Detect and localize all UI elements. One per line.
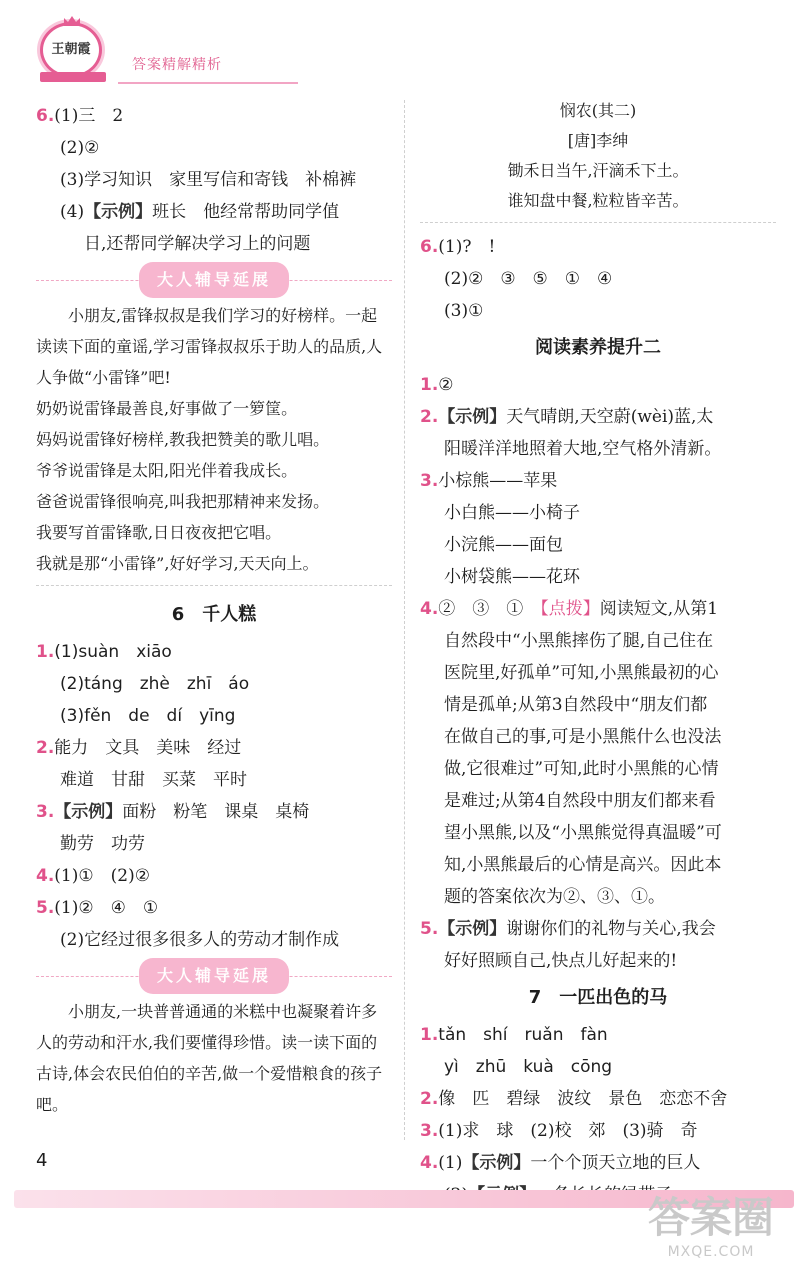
watermark-text: 答案圈 [647,1193,774,1242]
crown-icon [64,16,80,26]
section-separator [36,585,392,586]
answer-r6-line-3: (3)① [444,301,484,321]
lesson7-1-line-1: 1.tǎn shí ruǎn fàn [420,1025,608,1045]
answer-6-line-2: (2)② [60,138,100,158]
reading-4-line: 做,它很难过”可知,此时小黑熊的心情 [444,759,719,779]
rhyme-line-4: 爸爸说雷锋很响亮,叫我把那精神来发扬。 [36,492,330,511]
example-tag: 【示例】 [438,919,507,939]
answer-r6-line-2: (2)② ③ ⑤ ① ④ [444,269,613,289]
question-number: 3. [420,1121,439,1141]
question-number: 4. [36,866,55,886]
rhyme-line-6: 我就是那“小雷锋”,好好学习,天天向上。 [36,554,319,573]
answer-3-line-1: 3.【示例】面粉 粉笔 课桌 桌椅 [36,802,310,822]
reading-4-line: 自然段中“小黑熊摔伤了腿,自己住在 [444,631,714,651]
reading-4-line: 知,小黑熊最后的心情是高兴。因此本 [444,855,722,875]
question-number: 4. [420,1153,439,1173]
lesson-6-title: 6 千人糕 [171,604,257,625]
question-number: 5. [36,898,55,918]
logo-text: 王朝霞 [51,42,91,57]
rhyme-line-2: 妈妈说雷锋好榜样,教我把赞美的歌儿唱。 [36,430,330,449]
poem-author: [唐]李绅 [567,131,629,150]
answer-6-line-3: (3)学习知识 家里写信和寄钱 补棉裤 [60,170,357,190]
question-number: 2. [420,407,439,427]
question-number: 6. [36,106,55,126]
example-tag: 【示例】 [462,1153,531,1173]
answer-4-line-1: 4.(1)① (2)② [36,866,150,886]
answer-5-line-2: (2)它经过很多很多人的劳动才制作成 [60,930,340,950]
rhyme-line-5: 我要写首雷锋歌,日日夜夜把它唱。 [36,523,282,542]
poem-line-2: 谁知盘中餐,粒粒皆辛苦。 [507,191,689,210]
question-number: 5. [420,919,439,939]
section-separator [420,222,776,223]
reading-3-line-2: 小白熊——小椅子 [444,503,580,523]
question-number: 2. [420,1089,439,1109]
publisher-logo [30,16,116,84]
lesson7-2: 2.像 匹 碧绿 波纹 景色 恋恋不舍 [420,1089,728,1109]
reading-section-title: 阅读素养提升二 [535,337,661,358]
question-number: 1. [420,1025,439,1045]
reading-2-line-2: 阳暖洋洋地照着大地,空气格外清新。 [444,439,722,459]
answer-1-line-3: (3)fěn de dí yīng [60,706,236,726]
poem-title: 悯农(其二) [559,101,637,120]
reading-4-line: 医院里,好孤单”可知,小黑熊最初的心 [444,663,719,683]
column-divider [404,100,405,1140]
reading-5-line-2: 好好照顾自己,快点儿好起来的! [444,951,678,971]
reading-3-line-3: 小浣熊——面包 [444,535,563,555]
header-title: 答案精解精析 [132,57,222,73]
parent-guide-banner-2: 大人辅导延展 [36,956,392,996]
answer-1-line-1: 1.(1)suàn xiāo [36,642,172,662]
example-tag: 【示例】 [54,802,123,822]
reading-4-line: 情是孤单;从第3自然段中“朋友们都 [444,695,708,715]
answer-2-line-2: 难道 甘甜 买菜 平时 [60,770,247,790]
rhyme-line-1: 奶奶说雷锋最善良,好事做了一箩筐。 [36,399,298,418]
question-number: 3. [420,471,439,491]
reading-5-line-1: 5.【示例】谢谢你们的礼物与关心,我会 [420,919,716,939]
rhyme-line-3: 爷爷说雷锋是太阳,阳光伴着我成长。 [36,461,298,480]
lesson7-3: 3.(1)求 球 (2)校 郊 (3)骑 奇 [420,1121,698,1141]
reading-4-line: 题的答案依次为②、③、①。 [444,887,665,907]
answer-3-line-2: 勤劳 功劳 [60,834,145,854]
reading-1: 1.② [420,375,454,395]
reading-4-line: 望小黑熊,以及“小黑熊觉得真温暖”可 [444,823,722,843]
question-number: 4. [420,599,439,619]
answer-6-line-4: (4)【示例】班长 他经常帮助同学值 [60,202,340,222]
answer-1-line-2: (2)táng zhè zhī áo [60,674,250,694]
guide-paragraph-1: 小朋友,雷锋叔叔是我们学习的好榜样。一起读读下面的童谣,学习雷锋叔叔乐于助人的品质,人人争做“小雷锋”吧! [36,306,383,387]
lesson7-1-line-2: yì zhū kuà cōng [444,1057,613,1077]
page-header [14,16,794,86]
right-column [420,96,776,1211]
example-tag: 【示例】 [438,407,507,427]
header-underline [118,82,298,84]
question-number: 6. [420,237,439,257]
parent-guide-banner: 大人辅导延展 [36,260,392,300]
lesson-7-title: 7 一匹出色的马 [528,987,668,1008]
example-tag: 【示例】 [84,202,153,222]
reading-4-line-1: 4.② ③ ① 【点拨】阅读短文,从第1 [420,599,719,619]
watermark-url: MXQE.COM [667,1244,755,1260]
watermark-logo [626,1192,796,1272]
reading-4-line: 在做自己的事,可是小黑熊什么也没法 [444,727,722,747]
question-number: 3. [36,802,55,822]
page-number: 4 [36,1150,48,1171]
reading-4-line: 是难过;从第4自然段中朋友们都来看 [444,791,716,811]
logo-ribbon [40,72,106,82]
answer-6-line-1: 6.(1)三 2 [36,106,124,126]
answer-5-line-1: 5.(1)② ④ ① [36,898,159,918]
left-column [36,100,392,1120]
answer-r6-line-1: 6.(1)? ! [420,237,496,257]
answer-6-line-5: 日,还帮同学解决学习上的问题 [84,234,311,254]
reading-2-line-1: 2.【示例】天气晴朗,天空蔚(wèi)蓝,太 [420,407,714,427]
reading-3-line-4: 小树袋熊——花环 [444,567,580,587]
question-number: 1. [36,642,55,662]
poem-line-1: 锄禾日当午,汗滴禾下土。 [507,161,689,180]
reading-3-line-1: 3.小棕熊——苹果 [420,471,558,491]
answer-2-line-1: 2.能力 文具 美味 经过 [36,738,242,758]
question-number: 1. [420,375,439,395]
guide-paragraph-2: 小朋友,一块普普通通的米糕中也凝聚着许多人的劳动和汗水,我们要懂得珍惜。读一读下面的古诗,体会农民伯伯的辛苦,做一个爱惜粮食的孩子吧。 [36,1002,383,1114]
hint-tag: 【点拨】 [540,599,600,619]
lesson7-4-line-1: 4.(1)【示例】一个个顶天立地的巨人 [420,1153,701,1173]
question-number: 2. [36,738,55,758]
